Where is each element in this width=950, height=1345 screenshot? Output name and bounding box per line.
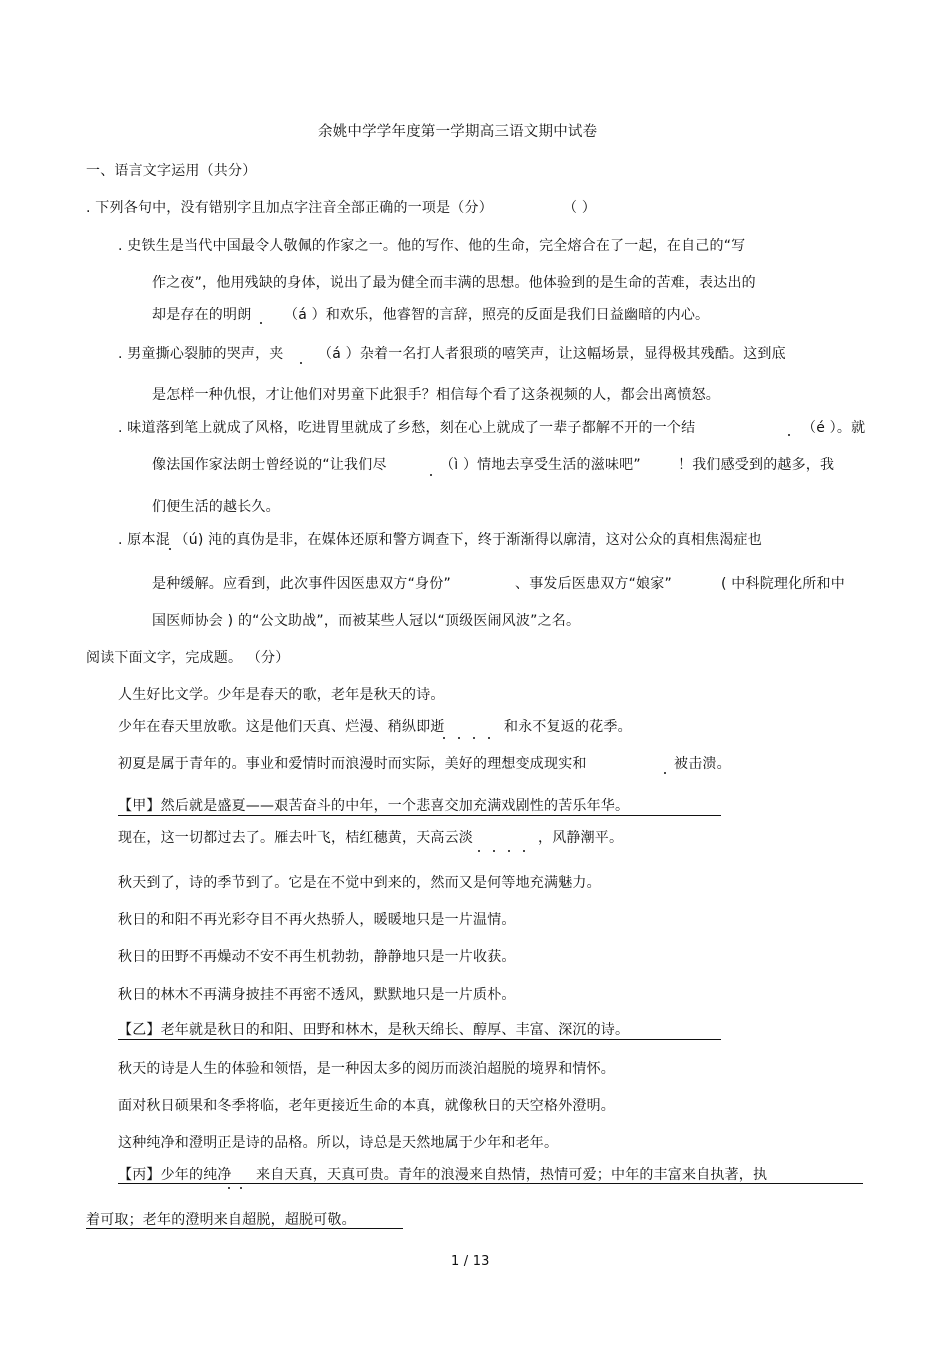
passage-jia: 【甲】然后就是盛夏——艰苦奋斗的中年，一个悲喜交加充满戏剧性的苦乐年华。 bbox=[118, 798, 630, 814]
passage-paragraph: 现在，这一切都过去了。雁去叶飞，桔红穗黄，天高云淡 bbox=[118, 830, 473, 846]
passage-paragraph: 被击溃。 bbox=[674, 756, 731, 772]
underline bbox=[86, 1228, 403, 1229]
passage-paragraph: 少年在春天里放歌。这是他们天真、烂漫、稍纵即逝 bbox=[118, 719, 445, 735]
option-b-line-1b: （á ）杂着一名打人者狠琐的嘻笑声，让这幅场景，显得极其残酷。这到底 bbox=[318, 346, 786, 362]
option-a-line-3a: 却是存在的明朗 bbox=[152, 307, 252, 323]
passage-yi: 【乙】老年就是秋日的和阳、田野和林木，是秋天绵长、醇厚、丰富、深沉的诗。 bbox=[118, 1022, 630, 1038]
option-d-line-2a: 是种缓解。应看到，此次事件因医患双方“身份” bbox=[152, 576, 451, 592]
passage-paragraph: ，风静潮平。 bbox=[538, 830, 624, 846]
reading-intro: 阅读下面文字，完成题。 （分） bbox=[86, 650, 290, 666]
option-c-line-1b: （é ）。就 bbox=[802, 420, 866, 436]
emphasis-dot bbox=[443, 737, 445, 739]
emphasis-dot bbox=[458, 737, 460, 739]
section-heading: 一、语言文字运用（共分） bbox=[86, 163, 257, 179]
option-c-line-2b: （ì ）情地去享受生活的滋味吧” bbox=[440, 457, 641, 473]
exam-title: 余姚中学学年度第一学期高三语文期中试卷 bbox=[318, 124, 598, 140]
option-a-line-3b: （á ）和欢乐，他睿智的言辞，照亮的反面是我们日益幽暗的内心。 bbox=[284, 307, 710, 323]
emphasis-dot bbox=[300, 362, 302, 364]
option-d-line-2b: 、事发后医患双方“娘家” bbox=[515, 576, 672, 592]
passage-paragraph: 秋日的田野不再燥动不安不再生机勃勃，静静地只是一片收获。 bbox=[118, 949, 516, 965]
passage-paragraph: 人生好比文学。少年是春天的歌，老年是秋天的诗。 bbox=[118, 687, 445, 703]
passage-bing: 【丙】少年的纯净 bbox=[118, 1167, 232, 1183]
emphasis-dot bbox=[228, 1187, 230, 1189]
underline bbox=[118, 1183, 863, 1184]
passage-paragraph: 面对秋日硕果和冬季将临，老年更接近生命的本真，就像秋日的天空格外澄明。 bbox=[118, 1098, 615, 1114]
passage-paragraph: 秋天到了，诗的季节到了。它是在不觉中到来的，然而又是何等地充满魅力。 bbox=[118, 875, 601, 891]
question-stem: . 下列各句中，没有错别字且加点字注音全部正确的一项是（分） bbox=[86, 200, 493, 216]
passage-bing: 着可取；老年的澄明来自超脱，超脱可敬。 bbox=[86, 1212, 356, 1228]
answer-bracket: （ ） bbox=[563, 200, 597, 216]
option-c-line-3: 们便生活的越长久。 bbox=[152, 499, 280, 515]
option-d-line-1: . 原本混 （ú) 沌的真伪是非，在媒体还原和警方调查下，终于渐渐得以廓清，这对公众的真相焦渴症也 bbox=[118, 532, 762, 548]
passage-paragraph: 和永不复返的花季。 bbox=[504, 719, 632, 735]
emphasis-dot bbox=[169, 548, 171, 550]
emphasis-dot bbox=[788, 434, 790, 436]
emphasis-dot bbox=[478, 850, 480, 852]
option-b-line-1a: . 男童撕心裂肺的哭声，夹 bbox=[118, 346, 284, 362]
emphasis-dot bbox=[488, 737, 490, 739]
emphasis-dot bbox=[430, 474, 432, 476]
passage-paragraph: 秋日的和阳不再光彩夺目不再火热骄人，暖暖地只是一片温情。 bbox=[118, 912, 516, 928]
passage-paragraph: 秋日的林木不再满身披挂不再密不透风，默默地只是一片质朴。 bbox=[118, 987, 516, 1003]
underline bbox=[118, 1039, 721, 1040]
emphasis-dot bbox=[508, 850, 510, 852]
emphasis-dot bbox=[240, 1187, 242, 1189]
passage-paragraph: 初夏是属于青年的。事业和爱情时而浪漫时而实际，美好的理想变成现实和 bbox=[118, 756, 587, 772]
passage-paragraph: 这种纯净和澄明正是诗的品格。所以，诗总是天然地属于少年和老年。 bbox=[118, 1135, 559, 1151]
option-b-line-2: 是怎样一种仇恨，才让他们对男童下此狠手？相信每个看了这条视频的人，都会出离愤怒。 bbox=[152, 387, 720, 403]
emphasis-dot bbox=[664, 772, 666, 774]
passage-bing: 来自天真，天真可贵。青年的浪漫来自热情，热情可爱；中年的丰富来自执著，执 bbox=[256, 1167, 768, 1183]
option-c-line-2a: 像法国作家法朗士曾经说的“让我们尽 bbox=[152, 457, 387, 473]
emphasis-dot bbox=[473, 737, 475, 739]
option-d-line-2c: ( 中科院理化所和中 bbox=[721, 576, 845, 592]
option-c-line-1a: . 味道落到笔上就成了风格，吃进胃里就成了乡愁，刻在心上就成了一辈子都解不开的一个结 bbox=[118, 420, 696, 436]
option-a-line-1: . 史铁生是当代中国最令人敬佩的作家之一。他的写作、他的生命，完全熔合在了一起，在自己的“写 bbox=[118, 238, 746, 254]
option-d-line-3: 国医师协会 ) 的“公文助战”，而被某些人冠以“顶级医闹风波”之名。 bbox=[152, 613, 581, 629]
page-number: 1 / 13 bbox=[451, 1254, 490, 1269]
option-c-line-2c: ！我们感受到的越多，我 bbox=[678, 457, 835, 473]
emphasis-dot bbox=[260, 322, 262, 324]
emphasis-dot bbox=[493, 850, 495, 852]
underline bbox=[118, 815, 721, 816]
emphasis-dot bbox=[523, 850, 525, 852]
option-a-line-2: 作之夜”，他用残缺的身体，说出了最为健全而丰满的思想。他体验到的是生命的苦难，表达出的 bbox=[152, 275, 756, 291]
passage-paragraph: 秋天的诗是人生的体验和领悟，是一种因太多的阅历而淡泊超脱的境界和情怀。 bbox=[118, 1061, 615, 1077]
